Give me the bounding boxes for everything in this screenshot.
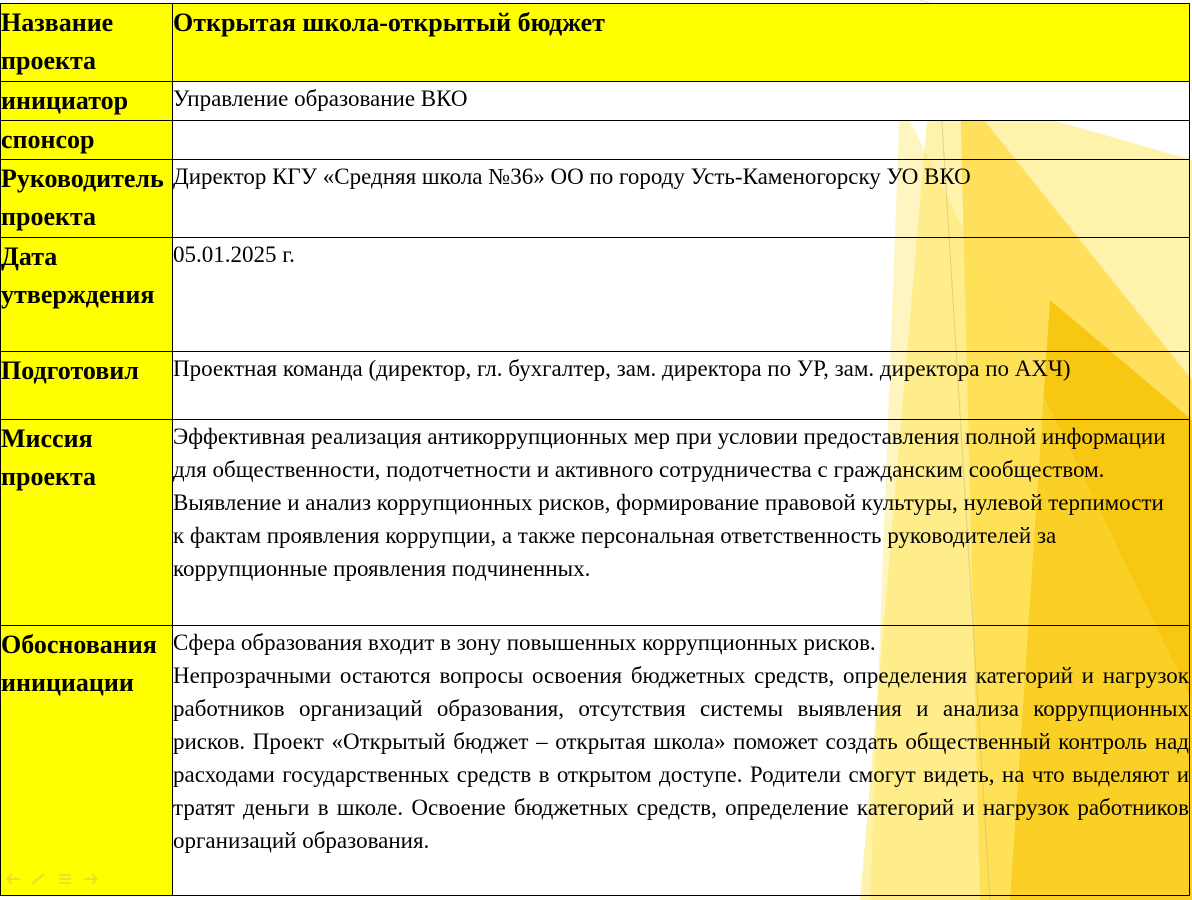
menu-icon[interactable] — [56, 872, 74, 886]
pen-icon[interactable] — [30, 872, 48, 886]
initiator-value: Управление образование ВКО — [173, 82, 1190, 121]
prev-arrow-icon[interactable] — [4, 872, 22, 886]
row-label-prepared: Подготовил — [1, 352, 173, 420]
table-row — [1, 626, 1190, 896]
row-label-mission: Миссия проекта — [1, 420, 173, 626]
row-label-rationale: Обоснования инициации — [1, 626, 173, 896]
slide-nav-controls — [4, 872, 100, 886]
table-row — [1, 121, 1190, 160]
next-arrow-icon[interactable] — [82, 872, 100, 886]
rationale-value — [173, 626, 1190, 896]
table-row — [1, 352, 1190, 420]
row-label-name: Название проекта — [1, 4, 173, 82]
table-row — [1, 82, 1190, 121]
table-row — [1, 160, 1190, 238]
row-label-initiator: инициатор — [1, 82, 173, 121]
table-row — [1, 420, 1190, 626]
leader-value: Директор КГУ «Средняя школа №36» ОО по городу Усть-Каменогорску УО ВКО — [173, 160, 1190, 238]
table-row — [1, 238, 1190, 352]
project-name-value: Открытая школа-открытый бюджет — [173, 4, 1190, 82]
mission-value: Эффективная реализация антикоррупционных мер при условии предоставления полной информации для общественности, подотчетности и активного сотрудничества с гражданским сообществом. Выявление и анализ коррупционных рисков, формирование правовой культуры, нулевой терпимости к фактам проявления коррупции, а также персональная ответственность руководителей за коррупционные проявления подчиненных. — [173, 420, 1190, 626]
date-value: 05.01.2025 г. — [173, 238, 1190, 352]
project-passport-table — [0, 3, 1190, 896]
row-label-date: Дата утверждения — [1, 238, 173, 352]
rationale-paragraph-1: Сфера образования входит в зону повышенных коррупционных рисков. — [173, 630, 876, 655]
rationale-paragraph-2: Непрозрачными остаются вопросы освоения бюджетных средств, определения категорий и нагрузок работников организаций образования, отсутствия системы выявления и анализа коррупционных рисков. Проект «Открытый бюджет – открытая школа» поможет создать общественный контроль над расходами государственных средств в открытом доступе. Родители смогут видеть, на что выделяют и тратят деньги в школе. Освоение бюджетных средств, определение категорий и нагрузок работников организаций образования. — [173, 663, 1189, 853]
row-label-sponsor: спонсор — [1, 121, 173, 160]
row-label-leader: Руководитель проекта — [1, 160, 173, 238]
table-row — [1, 4, 1190, 82]
sponsor-value — [173, 121, 1190, 160]
prepared-value: Проектная команда (директор, гл. бухгалтер, зам. директора по УР, зам. директора по АХЧ) — [173, 352, 1190, 420]
